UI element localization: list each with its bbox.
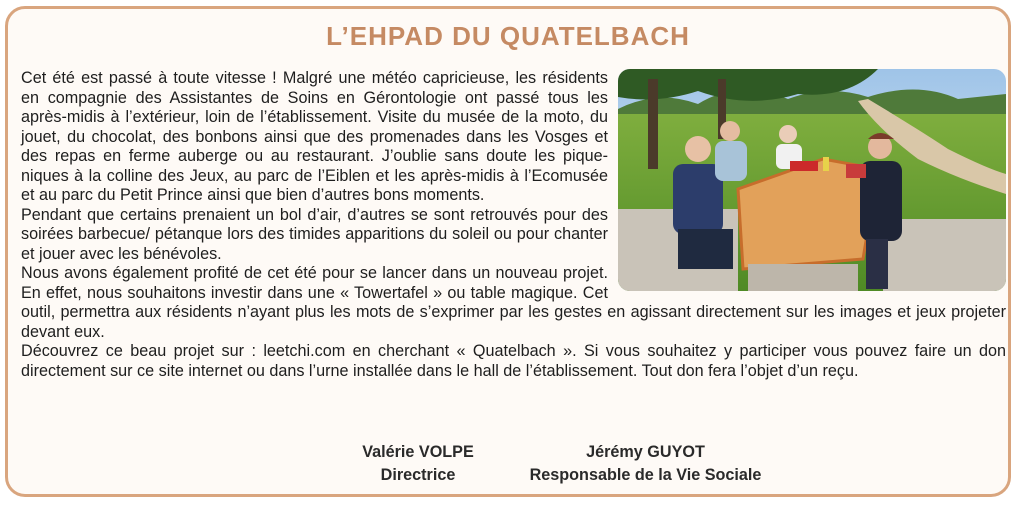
paragraph-project: Nous avons également profité de cet été pour se lancer dans un nouveau projet. En effet, nous souhaitons investir dans une « Towertafel » ou table magique. Cet outil, permettra aux résidents n’ayant plus les mots de s’exprimer par les gestes en agissant directement sur les images et jeux projeter devant eux. xyxy=(21,264,1006,341)
signature-role: Directrice xyxy=(380,466,456,484)
signature-role: Responsable de la Vie Sociale xyxy=(529,466,762,484)
article-title: L’EHPAD DU QUATELBACH xyxy=(326,21,690,51)
article-panel xyxy=(5,6,1011,497)
signature-social xyxy=(503,441,788,487)
paragraph-evenings: Pendant que certains prenaient un bol d’air, d’autres se sont retrouvés pour des soirées barbecue/ pétanque lors des timides apparitions du soleil ou pour chanter et jouer avec les bénévoles. xyxy=(21,205,608,263)
signature-name: Jérémy GUYOT xyxy=(586,443,705,461)
signature-director xyxy=(338,441,498,487)
paragraph-intro: Cet été est passé à toute vitesse ! Malgré une météo capricieuse, les résidents en compagnie des Assistantes de Soins en Gérontologie ont passé tous les après-midis à l’extérieur, loin de l’établissement. Visite du musée de la moto, du jouet, du chocolat, des bonbons ainsi que des promenades dans les Vosges et des repas en ferme auberge ou au restaurant. J’oublie sans doute les pique-niques à la colline des Jeux, au parc de l’Eiblen et les après-midis à l’Ecomusée et au parc du Petit Prince ainsi que bien d’autres bons moments. xyxy=(21,69,608,204)
signature-name: Valérie VOLPE xyxy=(362,443,474,461)
picnic-photo xyxy=(618,69,1006,291)
paragraph-donation: Découvrez ce beau projet sur : leetchi.com en cherchant « Quatelbach ». Si vous souhaitez y participer vous pouvez faire un don directement sur ce site internet ou dans l’urne installée dans le hall de l’établissement. Tout don fera l’objet d’un reçu. xyxy=(21,342,1006,380)
article-body xyxy=(21,69,1006,381)
